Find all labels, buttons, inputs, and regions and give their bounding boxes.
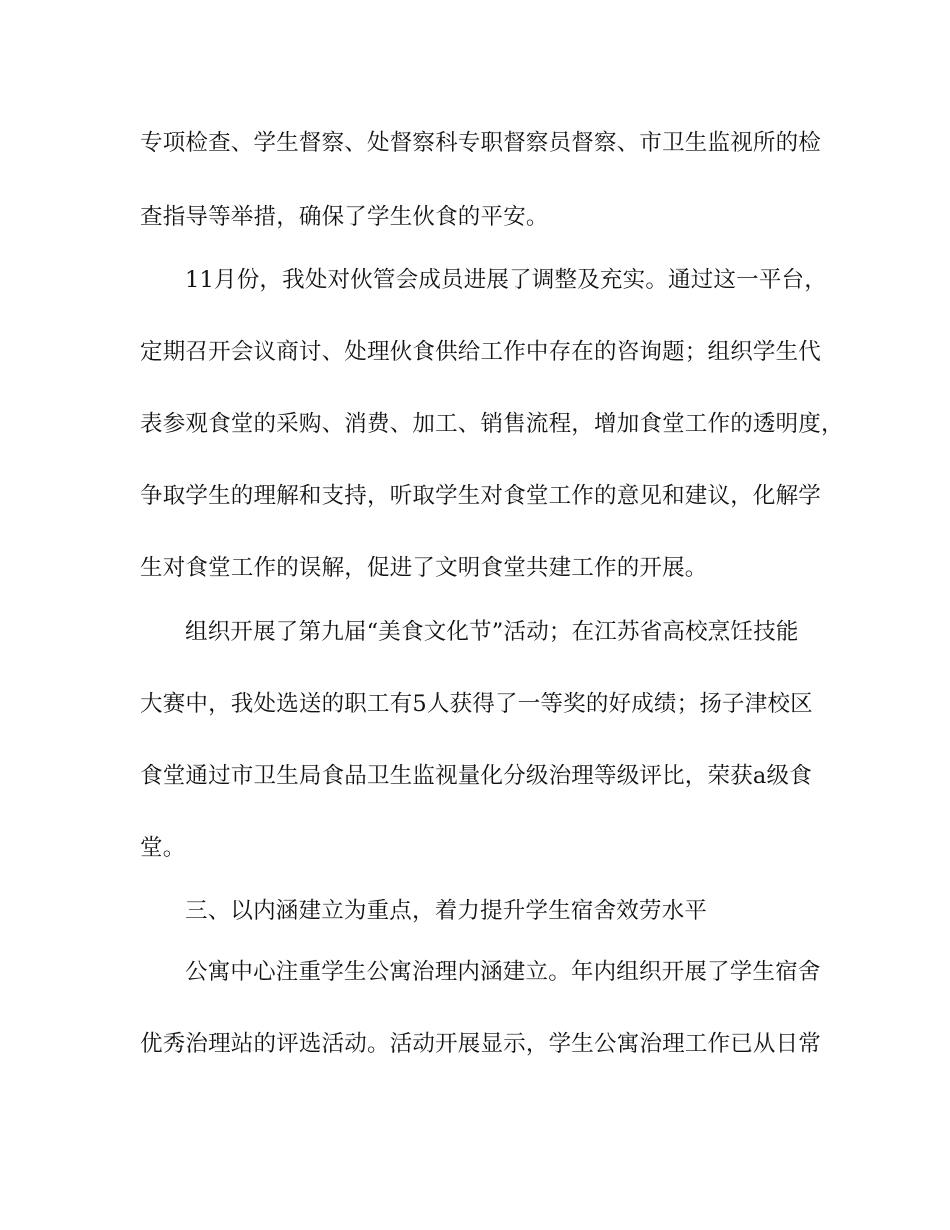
body-text-line: 优秀治理站的评选活动。活动开展显示，学生公寓治理工作已从日常 [140, 1031, 822, 1057]
body-text-line: 堂。 [140, 835, 186, 861]
body-text-line: 专项检查、学生督察、处督察科专职督察员督察、市卫生监视所的检 [140, 130, 822, 156]
paragraph-start-line: 公寓中心注重学生公寓治理内涵建立。年内组织开展了学生宿舍 [185, 959, 821, 985]
body-text-line: 查指导等举措，确保了学生伙食的平安。 [140, 204, 549, 230]
paragraph-start-line: 组织开展了第九届“美食文化节”活动；在江苏省高校烹饪技能 [185, 619, 799, 645]
section-heading: 三、以内涵建立为重点，着力提升学生宿舍效劳水平 [185, 898, 708, 924]
body-text-line: 定期召开会议商讨、处理伙食供给工作中存在的咨询题；组织学生代 [140, 339, 822, 365]
paragraph-start-line: 11月份，我处对伙管会成员进展了调整及充实。通过这一平台， [185, 267, 827, 293]
body-text-line: 大赛中，我处选送的职工有5人获得了一等奖的好成绩；扬子津校区 [140, 691, 813, 717]
body-text-line: 食堂通过市卫生局食品卫生监视量化分级治理等级评比，荣获a级食 [140, 763, 812, 789]
body-text-line: 表参观食堂的采购、消费、加工、销售流程，增加食堂工作的透明度， [140, 411, 844, 437]
body-text-line: 争取学生的理解和支持，听取学生对食堂工作的意见和建议，化解学 [140, 483, 822, 509]
body-text-line: 生对食堂工作的误解，促进了文明食堂共建工作的开展。 [140, 555, 708, 581]
